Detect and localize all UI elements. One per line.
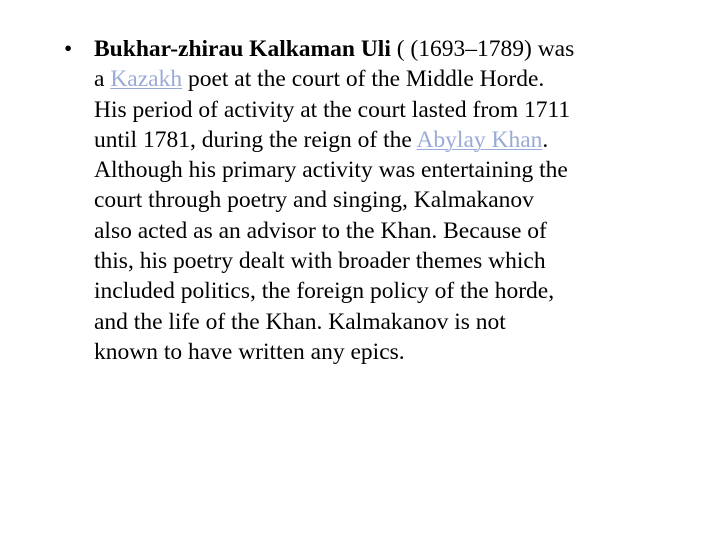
text-line-6: court through poetry and singing, Kalmakanov	[94, 187, 534, 214]
text-line-4	[94, 127, 548, 153]
poet-name: Bukhar-zhirau Kalkaman Uli	[94, 36, 391, 62]
text-fragment: poet at the court of the Middle Horde.	[182, 66, 545, 93]
bullet-list	[64, 34, 684, 367]
bullet-marker: •	[64, 36, 73, 62]
text-line-5: Although his primary activity was entertaining the	[94, 157, 568, 184]
text-fragment: .	[542, 126, 549, 153]
text-line-7: also acted as an advisor to the Khan. Because of	[94, 217, 547, 244]
text-line-10: and the life of the Khan. Kalmakanov is not	[94, 308, 506, 335]
text-fragment: a	[94, 66, 111, 93]
text-line-9: included politics, the foreign policy of the horde,	[94, 278, 555, 305]
abylay-khan-link[interactable]: Abylay Khan	[416, 126, 543, 153]
kazakh-link[interactable]: Kazakh	[110, 66, 183, 93]
text-line-8: this, his poetry dealt with broader themes which	[94, 248, 546, 275]
text-line-1	[94, 36, 574, 62]
text-line-3: His period of activity at the court lasted from 1711	[94, 96, 571, 123]
dates-text: ( (1693–1789) was	[390, 36, 575, 62]
text-line-11: known to have written any epics.	[94, 338, 405, 365]
bullet-item	[64, 34, 684, 367]
text-fragment: until 1781, during the reign of the	[94, 126, 417, 153]
text-line-2	[94, 66, 544, 92]
paragraph-text	[94, 36, 574, 365]
